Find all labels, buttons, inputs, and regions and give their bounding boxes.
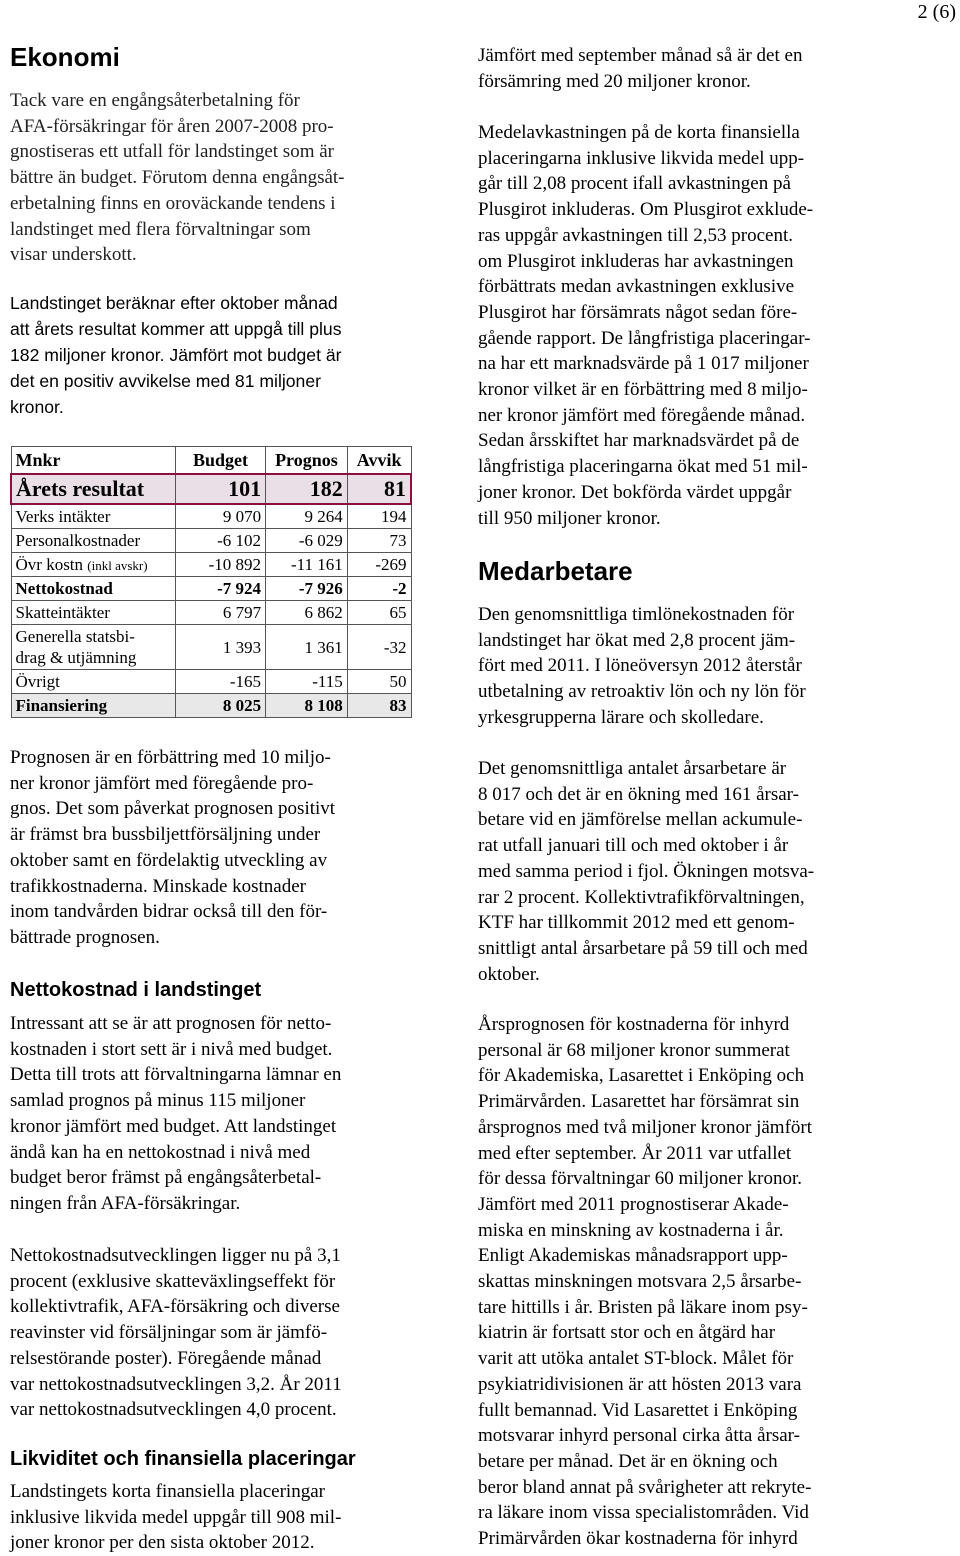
text-line: na har ett marknadsvärde på 1 017 miljoner [478, 353, 809, 375]
table-cell: 1 361 [266, 625, 348, 670]
text-line: rat utfall januari till och med oktober i år [478, 835, 789, 857]
table-cell: Personalkostnader [11, 529, 175, 553]
text-line: visar underskott. [10, 244, 137, 266]
text-line: Plusgirot har försämrats något sedan före- [478, 301, 798, 323]
text-line: bättrade prognosen. [10, 926, 160, 948]
text-line: 182 miljoner kronor. Jämfört mot budget är [10, 345, 342, 365]
table-cell: 83 [347, 694, 411, 718]
text-line: landstinget med flera förvaltningar som [10, 218, 311, 240]
text-line: var nettokostnadsutvecklingen 3,2. År 2011 [10, 1373, 342, 1395]
text-line: rar 2 procent. Kollektivtrafikförvaltningen, [478, 886, 805, 908]
text-line: försämring med 20 miljoner kronor. [478, 70, 751, 92]
text-line: Jämfört med september månad så är det en [478, 45, 803, 66]
table-cell: -7 926 [266, 577, 348, 601]
table-header: Prognos [266, 447, 348, 475]
paragraph-arsarbetare [478, 756, 814, 987]
table-cell: 6 797 [175, 601, 265, 625]
text-line: Årsprognosen för kostnaderna för inhyrd [478, 1014, 790, 1035]
text-line: Primärvården ökar kostnaderna för inhyrd [478, 1528, 798, 1550]
text-line: Detta till trots att förvaltningarna lämnar en [10, 1064, 342, 1086]
text-line: joner kronor. Det bokförda värdet uppgår [478, 481, 792, 503]
financial-table [10, 446, 412, 718]
text-line: går till 2,08 procent ifall avkastningen på [478, 173, 791, 195]
text-line: oktober. [478, 963, 540, 985]
text-line: gnos. Det som påverkat prognosen positivt [10, 798, 336, 820]
text-line: Landstinget beräknar efter oktober månad [10, 293, 338, 313]
text-line: Enligt Akademiskas månadsrapport upp- [478, 1245, 788, 1267]
text-line: psykiatridivisionen är att hösten 2013 vara [478, 1373, 802, 1395]
text-line: Landstingets korta finansiella placeringar [10, 1481, 325, 1502]
row-label-line: drag & utjämning [15, 648, 137, 667]
paragraph-avkastning [478, 120, 813, 531]
table-cell: -10 892 [175, 553, 265, 577]
table-header: Mnkr [11, 447, 175, 475]
text-line: procent (exklusive skatteväxlingseffekt för [10, 1270, 336, 1292]
paragraph-intro [10, 88, 345, 268]
text-line: samlad prognos på minus 115 miljoner [10, 1090, 306, 1112]
text-line: Intressant att se är att prognosen för netto- [10, 1013, 332, 1034]
text-line: utbetalning av retroaktiv lön och ny lön för [478, 681, 806, 703]
paragraph-inhyrd-personal [478, 1012, 812, 1552]
table-row [11, 529, 411, 553]
text-line: inom tandvården bidrar också till den för- [10, 901, 328, 923]
paragraph-result [10, 290, 342, 420]
table-cell: -269 [347, 553, 411, 577]
text-line: trafikkostnaderna. Minskade kostnader [10, 875, 306, 897]
text-line: att årets resultat kommer att uppgå till plus [10, 319, 342, 339]
table-cell: 9 264 [266, 504, 348, 529]
row-label-line: Generella statsbi- [15, 627, 135, 646]
paragraph-kostnadsutveckling [10, 1243, 342, 1423]
table-cell: 194 [347, 504, 411, 529]
text-line: kollektivtrafik, AFA-försäkring och diverse [10, 1296, 340, 1318]
text-line: joner kronor per den sista oktober 2012. [10, 1532, 315, 1554]
text-line: bättre än budget. Förutom denna engångsåt- [10, 167, 345, 189]
table-cell: -165 [175, 670, 265, 694]
table-cell: -115 [266, 670, 348, 694]
text-line: Sedan årsskiftet har marknadsvärdet på de [478, 430, 800, 452]
text-line: årsprognos med två miljoner kronor jämfört [478, 1116, 813, 1138]
text-line: det en positiv avvikelse med 81 miljoner [10, 371, 321, 391]
paragraph-likviditet [10, 1479, 341, 1556]
table-row [11, 625, 411, 670]
text-line: fullt bemannad. Vid Lasarettet i Enköping [478, 1399, 798, 1421]
table-cell: 101 [175, 474, 265, 504]
text-line: snittligt antal årsarbetare på 59 till och med [478, 937, 808, 959]
table-cell: Skatteintäkter [11, 601, 175, 625]
table-cell: 6 862 [266, 601, 348, 625]
text-line: AFA-försäkringar för åren 2007-2008 pro- [10, 115, 334, 137]
text-line: budget beror främst på engångsåterbetal- [10, 1167, 322, 1189]
table-cell: -2 [347, 577, 411, 601]
text-line: långfristiga placeringarna ökat med 51 mil- [478, 456, 808, 478]
text-line: gnostiseras ett utfall för landstinget som är [10, 141, 334, 163]
heading-nettokostnad: Nettokostnad i landstinget [10, 979, 262, 1001]
text-line: kronor vilket är en förbättring med 8 miljo- [478, 379, 808, 401]
text-line: Primärvården. Lasarettet har försämrat sin [478, 1091, 800, 1113]
text-line: beror bland annat på svårigheter att rekryte- [478, 1476, 812, 1498]
row-label-note: (inkl avskr) [87, 557, 148, 573]
text-line: relsestörande poster). Föregående månad [10, 1347, 322, 1369]
text-line: varit att utöka antalet ST-block. Målet för [478, 1348, 794, 1370]
text-line: Det genomsnittliga antalet årsarbetare är [478, 758, 787, 779]
text-line: KTF har tillkommit 2012 med ett genom- [478, 912, 795, 934]
text-line: var nettokostnadsutvecklingen 4,0 procent. [10, 1399, 337, 1421]
text-line: 8 017 och det är en ökning med 161 årsar- [478, 783, 799, 805]
text-line: med samma period i fjol. Ökningen motsva- [478, 860, 815, 882]
text-line: Nettokostnadsutvecklingen ligger nu på 3,1 [10, 1245, 341, 1266]
table-cell: Nettokostnad [11, 577, 175, 601]
text-line: skattas minskningen motsvara 2,5 årsarbe- [478, 1271, 802, 1293]
text-line: Jämfört med 2011 prognostiserar Akade- [478, 1193, 789, 1215]
table-header: Avvik [347, 447, 411, 475]
table-cell [11, 553, 175, 577]
heading-medarbetare: Medarbetare [478, 556, 633, 586]
text-line: kostnaden i stort sett är i nivå med budget. [10, 1038, 333, 1060]
text-line: landstinget har ökat med 2,8 procent jäm- [478, 629, 796, 651]
text-line: placeringarna inklusive likvida medel upp- [478, 147, 805, 169]
heading-likviditet: Likviditet och finansiella placeringar [10, 1448, 356, 1470]
table-cell: -6 102 [175, 529, 265, 553]
text-line: Medelavkastningen på de korta finansiella [478, 122, 800, 143]
paragraph-nettokostnad [10, 1011, 341, 1217]
text-line: Den genomsnittliga timlönekostnaden för [478, 604, 795, 625]
table-cell: 50 [347, 670, 411, 694]
text-line: personal är 68 miljoner kronor summerat [478, 1039, 790, 1061]
paragraph-forsamring [478, 43, 802, 94]
text-line: ändå kan ha en nettokostnad i nivå med [10, 1141, 311, 1163]
text-line: tare hittills i år. Bristen på läkare inom psy- [478, 1296, 808, 1318]
table-row-arets-resultat [11, 474, 411, 504]
text-line: betare per månad. Det är en ökning och [478, 1450, 778, 1472]
text-line: till 950 miljoner kronor. [478, 507, 661, 529]
table-cell: Verks intäkter [11, 504, 175, 529]
table-cell: 8 025 [175, 694, 265, 718]
table-cell: 8 108 [266, 694, 348, 718]
table-header-row [11, 447, 411, 475]
table-row [11, 553, 411, 577]
text-line: erbetalning finns en oroväckande tendens i [10, 192, 336, 214]
table-cell: 1 393 [175, 625, 265, 670]
text-line: är främst bra bussbiljettförsäljning under [10, 824, 321, 846]
table-cell: Finansiering [11, 694, 175, 718]
table-cell: Övrigt [11, 670, 175, 694]
table-cell: -7 924 [175, 577, 265, 601]
row-label: Övr kostn [15, 554, 84, 574]
text-line: kronor jämfört med budget. Att landstinget [10, 1115, 337, 1137]
text-line: ner kronor jämfört med föregående månad. [478, 404, 806, 426]
text-line: gående rapport. De långfristiga placeringar- [478, 327, 811, 349]
text-line: ner kronor jämfört med föregående pro- [10, 772, 314, 794]
text-line: inklusive likvida medel uppgår till 908 mil- [10, 1506, 342, 1528]
table-cell: 65 [347, 601, 411, 625]
text-line: reavinster vid försäljningar som är jämfö- [10, 1322, 328, 1344]
table-header: Budget [175, 447, 265, 475]
table-cell: 73 [347, 529, 411, 553]
table-cell: 9 070 [175, 504, 265, 529]
text-line: kronor. [10, 397, 64, 417]
paragraph-prognos [10, 745, 335, 951]
text-line: motsvarar inhyrd personal cirka åtta årsar- [478, 1425, 800, 1447]
text-line: ras uppgår avkastningen till 2,53 procent. [478, 224, 794, 246]
text-line: betare vid en jämförelse mellan ackumule- [478, 809, 803, 831]
text-line: ningen från AFA-försäkringar. [10, 1192, 241, 1214]
table-cell: 182 [266, 474, 348, 504]
text-line: förbättrats medan avkastningen exklusive [478, 276, 795, 298]
heading-ekonomi: Ekonomi [10, 42, 120, 72]
text-line: yrkesgrupperna lärare och skolledare. [478, 706, 764, 728]
text-line: kiatrin är fortsatt stor och en åtgärd har [478, 1322, 776, 1344]
table-row-nettokostnad [11, 577, 411, 601]
table-cell [11, 625, 175, 670]
text-line: miska en minskning av kostnaderna i år. [478, 1219, 784, 1241]
table-row [11, 601, 411, 625]
table-row [11, 504, 411, 529]
text-line: om Plusgirot inkluderas har avkastningen [478, 250, 794, 272]
text-line: Tack vare en engångsåterbetalning för [10, 90, 300, 111]
text-line: för Akademiska, Lasarettet i Enköping och [478, 1065, 805, 1087]
table-row-finansiering [11, 694, 411, 718]
text-line: för dessa förvaltningar 60 miljoner kronor. [478, 1168, 802, 1190]
text-line: med efter september. År 2011 var utfallet [478, 1142, 792, 1164]
text-line: Prognosen är en förbättring med 10 miljo- [10, 747, 331, 768]
text-line: ra läkare inom vissa specialistområden. Vid [478, 1502, 809, 1524]
table-row [11, 670, 411, 694]
page-number: 2 (6) [917, 1, 956, 23]
table-cell: -11 161 [266, 553, 348, 577]
text-line: oktober samt en fördelaktig utveckling av [10, 849, 328, 871]
table-cell: -6 029 [266, 529, 348, 553]
text-line: Plusgirot inkluderas. Om Plusgirot exklude- [478, 199, 814, 221]
table-cell: Årets resultat [11, 474, 175, 504]
table-cell: 81 [347, 474, 411, 504]
paragraph-timlonekostnad [478, 602, 806, 731]
text-line: fört med 2011. I löneöversyn 2012 återstår [478, 655, 802, 677]
table-cell: -32 [347, 625, 411, 670]
